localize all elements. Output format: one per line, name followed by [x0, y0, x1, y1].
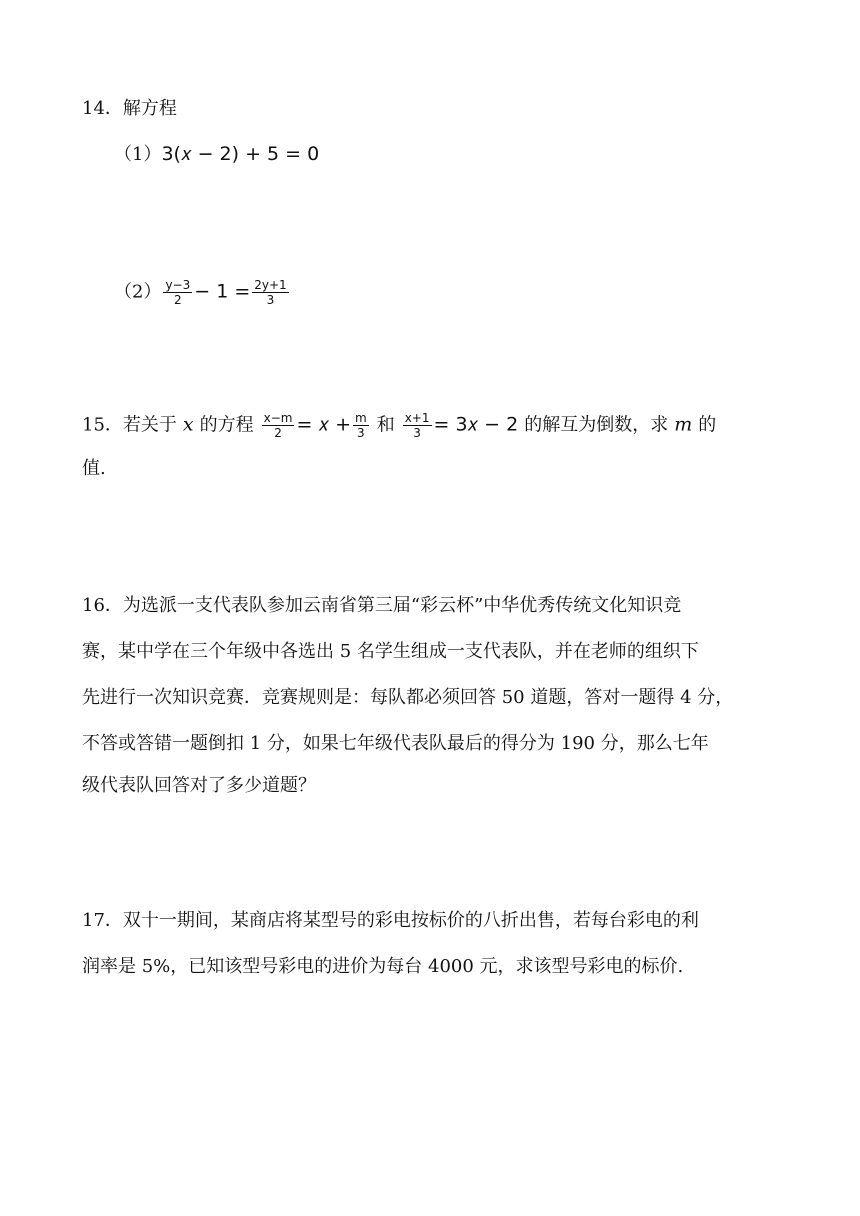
fraction-numerator: x−m	[263, 411, 293, 425]
q15-eq1-fraction-2	[353, 411, 369, 440]
fraction-denominator: 3	[266, 293, 275, 307]
q16-line-5: 级代表队回答对了多少道题？	[82, 775, 316, 796]
q16-line-3: 先进行一次知识竞赛．竞赛规则是：每队都必须回答 50 道题，答对一题得 4 分，	[82, 687, 734, 708]
fraction-denominator: 2	[174, 293, 182, 307]
q14-number: 14．	[82, 98, 123, 119]
q15-eq2-rest: = 3𝑥 − 2	[433, 413, 519, 436]
q14-heading	[82, 98, 177, 120]
q14-part1-label: （1）	[114, 144, 162, 165]
q15-text-4: 的解互为倒数，求	[524, 414, 669, 436]
fraction-numerator: m	[355, 411, 367, 425]
q15-number: 15．	[82, 414, 123, 436]
fraction-numerator: 2y+1	[254, 278, 287, 292]
q14-title: 解方程	[122, 98, 177, 119]
q14-part1-equation: 3(𝑥 − 2) + 5 = 0	[161, 143, 320, 165]
q17-line-2: 润率是 5%，已知该型号彩电的进价为每台 4000 元，求该型号彩电的标价.	[82, 956, 684, 977]
q15-text-1: 若关于	[122, 414, 177, 436]
q15-eq1-middle: = 𝑥 +	[296, 413, 351, 436]
q14-part2-label: （2）	[114, 281, 162, 303]
q15-eq2-fraction	[403, 411, 432, 440]
q15-line2: 值.	[82, 458, 106, 479]
q15-line1	[82, 411, 716, 440]
fraction-numerator: x+1	[404, 411, 430, 425]
q16-line-2: 赛，某中学在三个年级中各选出 5 名学生组成一支代表队，并在老师的组织下	[82, 641, 699, 662]
q15-text-3: 和	[376, 414, 395, 436]
fraction-denominator: 3	[357, 426, 365, 440]
q16-line-4: 不答或答错一题倒扣 1 分，如果七年级代表队最后的得分为 190 分，那么七年	[82, 733, 709, 754]
q16-line-1: 16．为选派一支代表队参加云南省第三届“彩云杯”中华优秀传统文化知识竞	[82, 595, 682, 616]
q14-part2	[114, 278, 291, 307]
q14-part1	[114, 143, 319, 166]
q14-part2-fraction-left	[163, 278, 192, 307]
q15-text-5: 的	[698, 414, 717, 436]
q14-part2-fraction-right	[252, 278, 288, 307]
fraction-numerator: y−3	[165, 278, 191, 292]
q15-eq1-fraction	[262, 411, 295, 440]
q15-var-m: 𝑚	[674, 413, 693, 436]
fraction-denominator: 2	[274, 426, 282, 440]
q17-line-1: 17．双十一期间，某商店将某型号的彩电按标价的八折出售，若每台彩电的利	[82, 910, 699, 931]
q15-text-2: 的方程	[199, 414, 254, 436]
q15-var-x: 𝑥	[182, 413, 194, 436]
fraction-denominator: 3	[413, 426, 421, 440]
q14-part2-middle: − 1 =	[194, 280, 251, 303]
